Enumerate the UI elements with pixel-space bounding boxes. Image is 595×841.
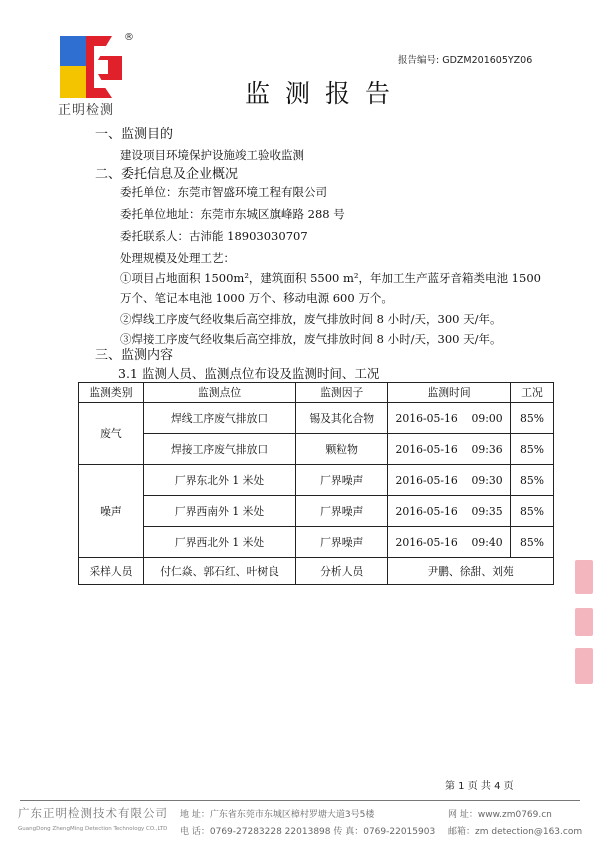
sampling-names: 付仁焱、郭石红、叶树良: [143, 558, 296, 585]
logo-text: 正明检测: [58, 103, 115, 118]
client-unit: 委托单位：东莞市智盛环境工程有限公司: [120, 185, 327, 199]
table-row: [79, 434, 554, 465]
section-3-heading: 三、监测内容: [95, 348, 174, 363]
process-item-2: ②焊线工序废气经收集后高空排放，废气排放时间 8 小时/天，300 天/年。: [120, 312, 502, 326]
table-row: [79, 496, 554, 527]
report-number: 报告编号: GDZM201605YZ06: [398, 55, 533, 66]
section-1-heading: 一、监测目的: [95, 127, 174, 142]
table-header-cell: 监测类别: [79, 383, 144, 403]
footer-phone: 电 话：0769-27283228 22013898 传 真：0769-22015903: [180, 827, 436, 837]
process-item-3: ③焊接工序废气经收集后高空排放，废气排放时间 8 小时/天，300 天/年。: [120, 332, 502, 346]
load-cell: 85%: [511, 465, 554, 496]
point-cell: 厂界西北外 1 米处: [143, 527, 296, 558]
time-cell: 2016-05-16 09:30: [388, 465, 511, 496]
category-cell-noise: 噪声: [79, 465, 144, 558]
load-cell: 85%: [511, 434, 554, 465]
footer-website: 网 址：www.zm0769.cn: [448, 810, 552, 820]
time-cell: 2016-05-16 09:40: [388, 527, 511, 558]
registered-mark: ®: [124, 32, 134, 43]
point-cell: 焊线工序废气排放口: [143, 403, 296, 434]
load-cell: 85%: [511, 527, 554, 558]
process-item-1-line-1: ①项目占地面积 1500m²，建筑面积 5500 m²，年加工生产蓝牙音箱类电池 1500: [120, 271, 541, 285]
point-cell: 焊接工序废气排放口: [143, 434, 296, 465]
factor-cell: 厂界噪声: [296, 527, 388, 558]
factor-cell: 颗粒物: [296, 434, 388, 465]
table-header-cell: 监测点位: [143, 383, 296, 403]
time-cell: 2016-05-16 09:00: [388, 403, 511, 434]
point-cell: 厂界东北外 1 米处: [143, 465, 296, 496]
staff-row: [79, 558, 554, 585]
table-row: [79, 527, 554, 558]
table-header-cell: 监测因子: [296, 383, 388, 403]
footer-org-name-en: GuangDong ZhengMing Detection Technology CO.,LTD: [18, 826, 168, 832]
section-3-1-heading: 3.1 监测人员、监测点位布设及监测时间、工况: [118, 366, 380, 381]
footer-org-name: 广东正明检测技术有限公司: [18, 806, 168, 820]
monitoring-table: [78, 382, 554, 585]
factor-cell: 厂界噪声: [296, 465, 388, 496]
logo-blue-block: [60, 36, 86, 66]
client-contact: 委托联系人：古沛能 18903030707: [120, 229, 308, 243]
page-number: 第 1 页 共 4 页: [445, 781, 514, 792]
seal-stamp-fragment: [575, 648, 593, 684]
section-1-body: 建设项目环境保护设施竣工验收监测: [120, 148, 304, 162]
table-header-row: [79, 383, 554, 403]
load-cell: 85%: [511, 496, 554, 527]
category-cell-gas: 废气: [79, 403, 144, 465]
analysis-label: 分析人员: [296, 558, 388, 585]
process-item-1-line-2: 万个、笔记本电池 1000 万个、移动电源 600 万个。: [120, 291, 393, 305]
analysis-names: 尹鹏、徐甜、刘苑: [388, 558, 554, 585]
logo-k-mark: [94, 46, 108, 88]
client-address: 委托单位地址：东莞市东城区旗峰路 288 号: [120, 207, 345, 221]
factor-cell: 厂界噪声: [296, 496, 388, 527]
factor-cell: 锡及其化合物: [296, 403, 388, 434]
sampling-label: 采样人员: [79, 558, 144, 585]
footer-email: 邮箱：zm detection@163.com: [448, 827, 583, 837]
seal-stamp-fragment: [575, 560, 593, 594]
process-heading: 处理规模及处理工艺：: [120, 251, 235, 265]
table-row: [79, 465, 554, 496]
load-cell: 85%: [511, 403, 554, 434]
footer-address: 地 址：广东省东莞市东城区樟村罗塘大道3号5楼: [180, 810, 375, 820]
seal-stamp-fragment: [575, 608, 593, 636]
table-header-cell: 监测时间: [388, 383, 511, 403]
page-title: 监测报告: [245, 79, 406, 108]
table-row: [79, 403, 554, 434]
company-logo: [60, 36, 130, 98]
table-header-cell: 工况: [511, 383, 554, 403]
time-cell: 2016-05-16 09:36: [388, 434, 511, 465]
point-cell: 厂界西南外 1 米处: [143, 496, 296, 527]
time-cell: 2016-05-16 09:35: [388, 496, 511, 527]
footer-divider: [20, 800, 580, 801]
logo-yellow-block: [60, 66, 86, 98]
section-2-heading: 二、委托信息及企业概况: [95, 167, 239, 182]
